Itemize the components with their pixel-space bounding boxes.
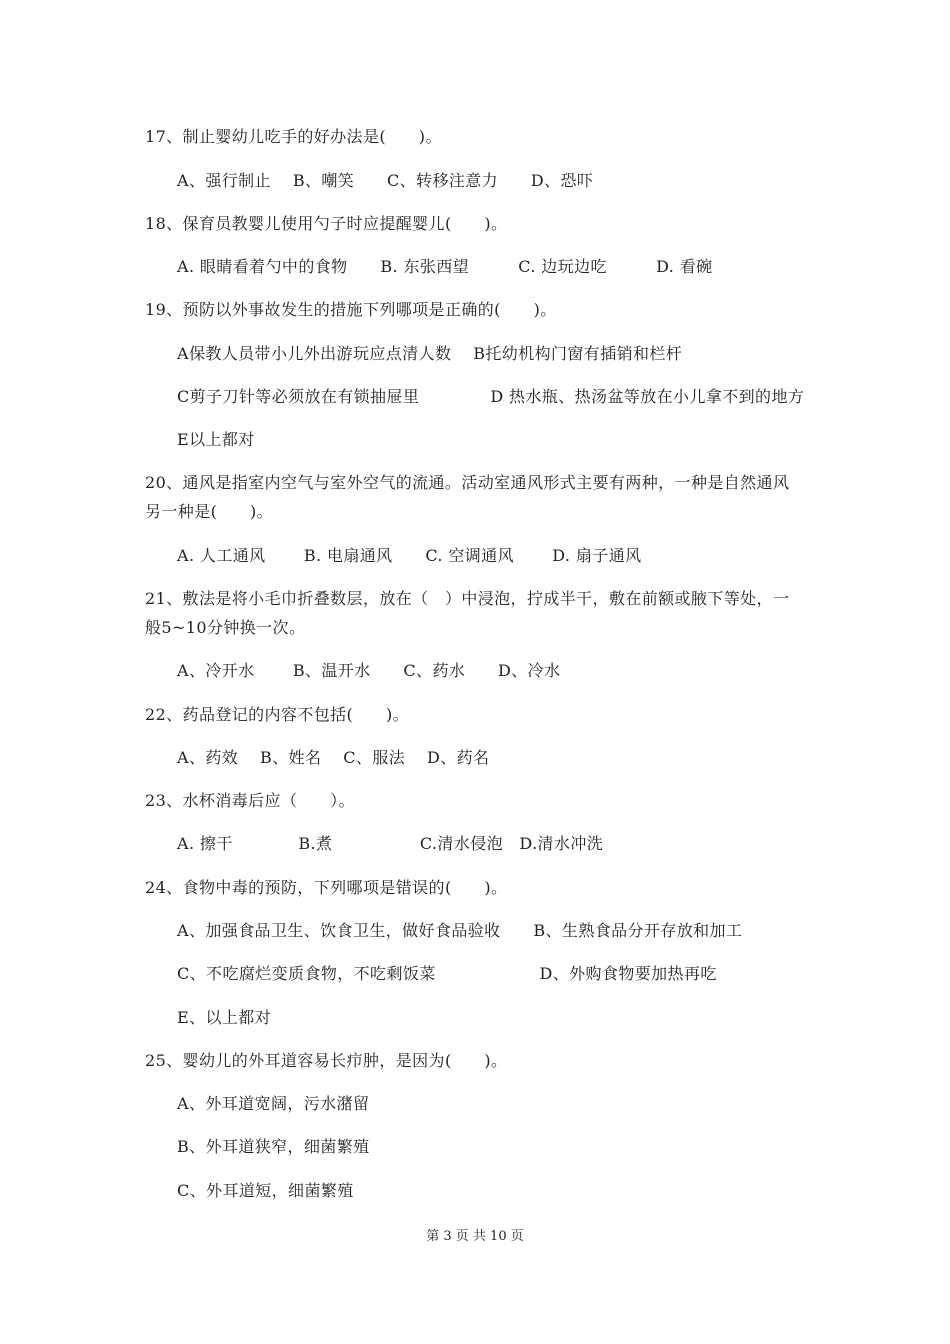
question-22-text: 22、药品登记的内容不包括( )。 [145,705,410,724]
question-25-option-c: C、外耳道短，细菌繁殖 [177,1181,354,1200]
question-24-text: 24、食物中毒的预防，下列哪项是错误的( )。 [145,878,508,897]
question-21-options: A、冷开水 B、温开水 C、药水 D、冷水 [177,661,561,680]
question-20-text-line-2: 另一种是( )。 [145,502,274,521]
question-23-options: A. 擦干 B.煮 C.清水侵泡 D.清水冲洗 [177,834,604,853]
question-24-option-row-1: A、加强食品卫生、饮食卫生，做好食品验收 B、生熟食品分开存放和加工 [177,921,743,940]
question-25-option-a: A、外耳道宽阔，污水潴留 [177,1094,370,1113]
question-23-text: 23、水杯消毒后应（ ）。 [145,791,355,810]
question-18-options: A. 眼睛看着勺中的食物 B. 东张西望 C. 边玩边吃 D. 看碗 [177,257,713,276]
question-17-text: 17、制止婴幼儿吃手的好办法是( )。 [145,127,442,146]
question-19-text: 19、预防以外事故发生的措施下列哪项是正确的( )。 [145,300,557,319]
question-18-text: 18、保育员教婴儿使用勺子时应提醒婴儿( )。 [145,214,508,233]
question-22-options: A、药效 B、姓名 C、服法 D、药名 [177,748,490,767]
question-24-option-row-2: C、不吃腐烂变质食物，不吃剩饭菜 D、外购食物要加热再吃 [177,964,717,983]
question-19-option-row-2: C剪子刀针等必须放在有锁抽屉里 D 热水瓶、热汤盆等放在小儿拿不到的地方 [177,387,805,406]
page-number-footer: 第 3 页 共 10 页 [426,1229,524,1244]
question-20-text-line-1: 20、通风是指室内空气与室外空气的流通。活动室通风形式主要有两种，一种是自然通风 [145,473,790,492]
question-25-option-b: B、外耳道狭窄，细菌繁殖 [177,1137,370,1156]
question-24-option-row-3: E、以上都对 [177,1008,272,1027]
question-20-options: A. 人工通风 B. 电扇通风 C. 空调通风 D. 扇子通风 [177,546,642,565]
question-25-text: 25、婴幼儿的外耳道容易长疖肿，是因为( )。 [145,1051,508,1070]
question-19-option-row-3: E以上都对 [177,430,255,449]
question-19-option-row-1: A保教人员带小儿外出游玩应点清人数 B托幼机构门窗有插销和栏杆 [177,344,683,363]
question-21-text-line-2: 般5~10分钟换一次。 [145,618,306,637]
question-17-options: A、强行制止 B、嘲笑 C、转移注意力 D、恐吓 [177,171,594,190]
question-21-text-line-1: 21、敷法是将小毛巾折叠数层，放在（ ）中浸泡，拧成半干，敷在前额或腋下等处，一 [145,589,790,608]
